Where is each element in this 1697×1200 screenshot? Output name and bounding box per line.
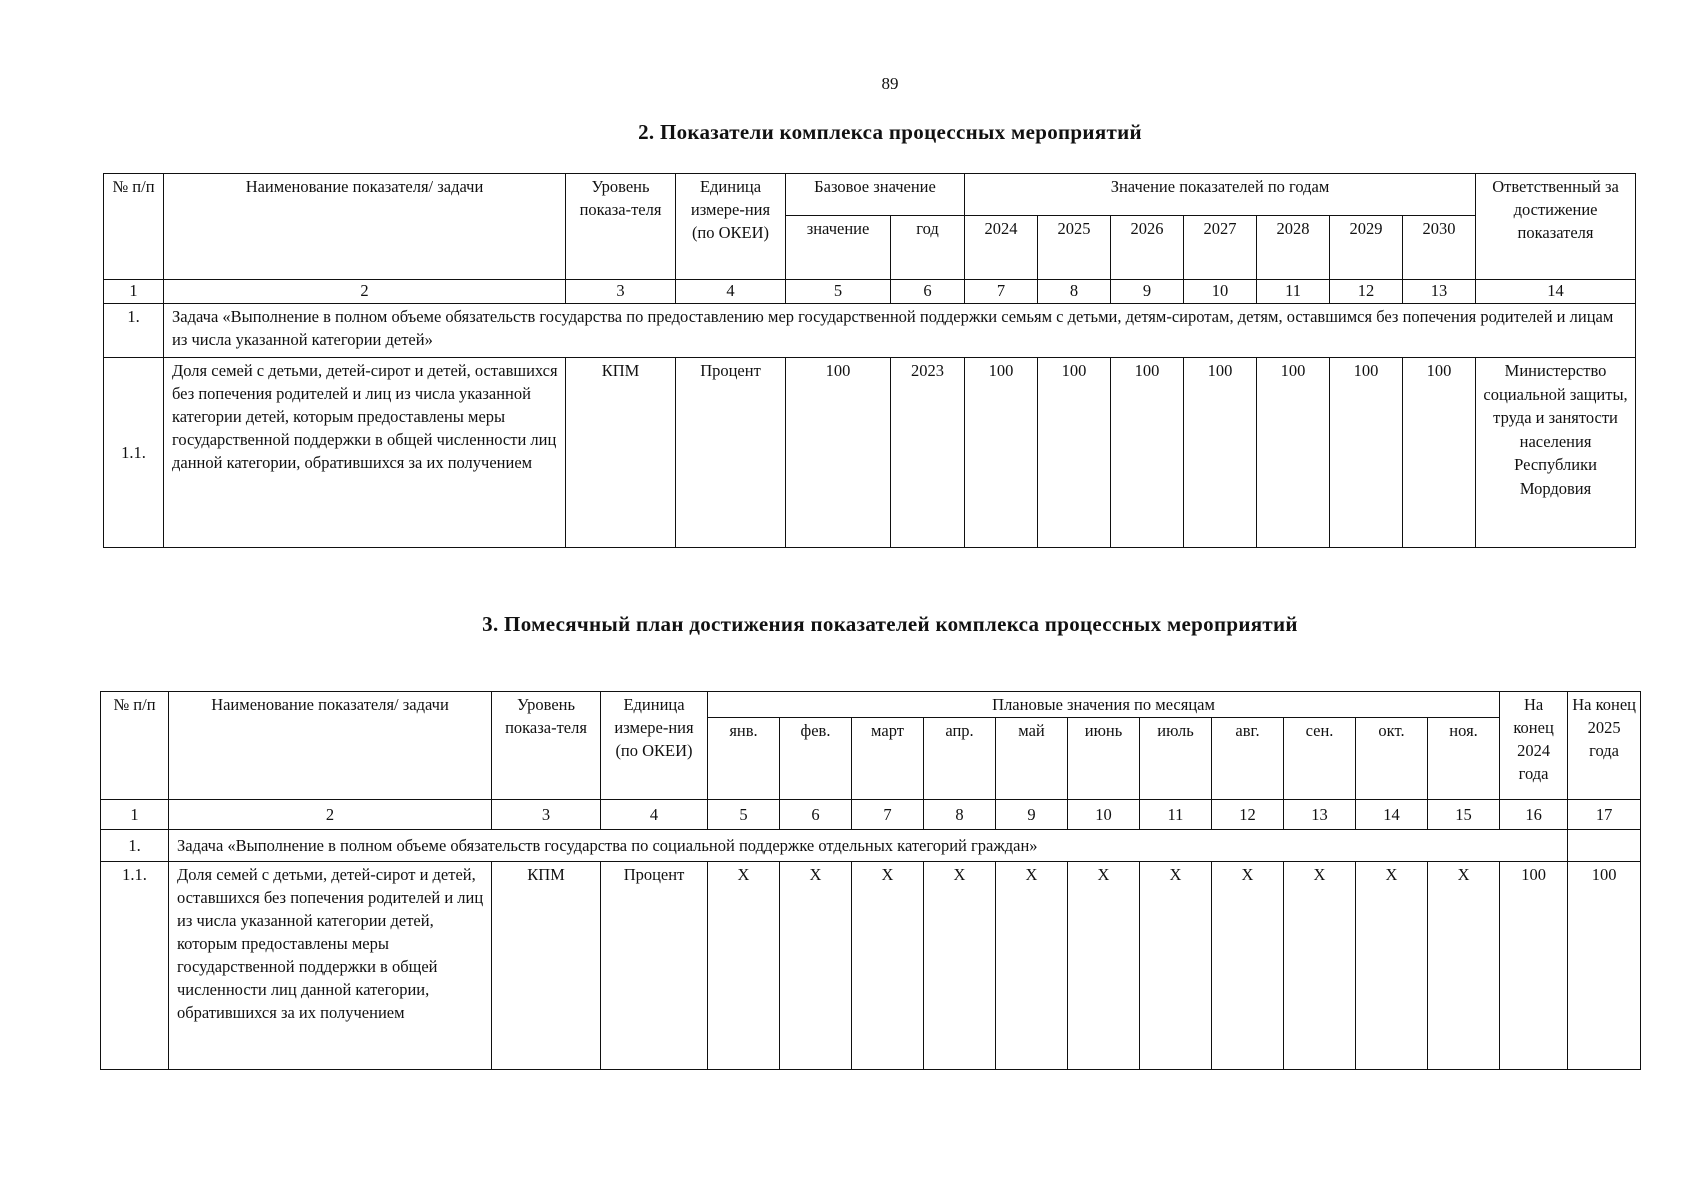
header-month: авг. [1212, 718, 1284, 800]
header-year: 2028 [1257, 216, 1330, 280]
column-number: 7 [965, 280, 1038, 304]
column-number: 2 [164, 280, 566, 304]
header-month: июнь [1068, 718, 1140, 800]
indicator-month-value: Х [996, 862, 1068, 1070]
header-month: сен. [1284, 718, 1356, 800]
indicator-base-year: 2023 [891, 358, 965, 548]
indicator-month-value: Х [1212, 862, 1284, 1070]
indicator-year-value: 100 [1038, 358, 1111, 548]
indicator-year-value: 100 [1403, 358, 1476, 548]
indicator-responsible: Министерство социальной защиты, труда и занятости населения Республики Мордовия [1476, 358, 1636, 548]
header-months-group: Плановые значения по месяцам [708, 692, 1500, 718]
column-number: 1 [101, 800, 169, 830]
indicator-month-value: Х [1356, 862, 1428, 1070]
indicator-level: КПМ [492, 862, 601, 1070]
task-text: Задача «Выполнение в полном объеме обязательств государства по социальной поддержке отдельных категорий граждан» [169, 830, 1568, 862]
indicator-number: 1.1. [101, 862, 169, 1070]
column-number: 6 [780, 800, 852, 830]
indicator-end-2025: 100 [1568, 862, 1641, 1070]
indicator-month-value: Х [708, 862, 780, 1070]
task-empty-cell [1568, 830, 1641, 862]
header-month: янв. [708, 718, 780, 800]
header-base-value: значение [786, 216, 891, 280]
indicator-month-value: Х [852, 862, 924, 1070]
header-year: 2024 [965, 216, 1038, 280]
column-number: 5 [708, 800, 780, 830]
header-num: № п/п [104, 174, 164, 280]
section-2-title: 2. Показатели комплекса процессных мероприятий [638, 120, 1142, 144]
header-responsible: Ответственный за достижение показателя [1476, 174, 1636, 280]
indicator-unit: Процент [676, 358, 786, 548]
header-name: Наименование показателя/ задачи [164, 174, 566, 280]
column-number: 14 [1356, 800, 1428, 830]
header-year: 2027 [1184, 216, 1257, 280]
header-num: № п/п [101, 692, 169, 800]
column-number: 15 [1428, 800, 1500, 830]
column-number: 3 [492, 800, 601, 830]
header-years-group: Значение показателей по годам [965, 174, 1476, 216]
page-number: 89 [881, 74, 899, 93]
header-month: фев. [780, 718, 852, 800]
column-number: 6 [891, 280, 965, 304]
header-month: ноя. [1428, 718, 1500, 800]
column-number: 12 [1212, 800, 1284, 830]
header-base: Базовое значение [786, 174, 965, 216]
header-month: июль [1140, 718, 1212, 800]
indicator-year-value: 100 [1184, 358, 1257, 548]
indicator-name: Доля семей с детьми, детей-сирот и детей, оставшихся без попечения родителей и лиц из числа указанной категории детей, которым предоставлены меры государственной поддержки в общей численности лиц данной категории, обратившихся за их получением [164, 358, 566, 548]
indicator-year-value: 100 [965, 358, 1038, 548]
header-year: 2029 [1330, 216, 1403, 280]
header-end-2025: На конец 2025 года [1568, 692, 1641, 800]
indicator-number: 1.1. [104, 358, 164, 548]
column-number: 1 [104, 280, 164, 304]
monthly-plan-table [100, 691, 1641, 1070]
column-number: 8 [924, 800, 996, 830]
column-number: 5 [786, 280, 891, 304]
indicator-year-value: 100 [1330, 358, 1403, 548]
header-level: Уровень показа-теля [566, 174, 676, 280]
indicator-month-value: Х [924, 862, 996, 1070]
header-year: 2025 [1038, 216, 1111, 280]
indicator-year-value: 100 [1111, 358, 1184, 548]
column-number: 4 [601, 800, 708, 830]
column-number: 11 [1257, 280, 1330, 304]
column-number: 12 [1330, 280, 1403, 304]
indicator-month-value: Х [1140, 862, 1212, 1070]
column-number: 11 [1140, 800, 1212, 830]
column-number: 9 [1111, 280, 1184, 304]
header-month: март [852, 718, 924, 800]
indicator-base-value: 100 [786, 358, 891, 548]
indicator-month-value: Х [1428, 862, 1500, 1070]
column-number: 8 [1038, 280, 1111, 304]
header-unit: Единица измере-ния (по ОКЕИ) [601, 692, 708, 800]
header-end-2024: На конец 2024 года [1500, 692, 1568, 800]
indicator-end-2024: 100 [1500, 862, 1568, 1070]
column-number: 2 [169, 800, 492, 830]
column-number: 16 [1500, 800, 1568, 830]
header-level: Уровень показа-теля [492, 692, 601, 800]
indicator-name: Доля семей с детьми, детей-сирот и детей, оставшихся без попечения родителей и лиц из числа указанной категории детей, которым предоставлены меры государственной поддержки в общей численности лиц данной категории, обратившихся за их получением [169, 862, 492, 1070]
header-name: Наименование показателя/ задачи [169, 692, 492, 800]
column-number: 10 [1068, 800, 1140, 830]
header-base-year: год [891, 216, 965, 280]
header-year: 2030 [1403, 216, 1476, 280]
indicator-year-value: 100 [1257, 358, 1330, 548]
column-number: 13 [1284, 800, 1356, 830]
column-number: 3 [566, 280, 676, 304]
header-month: май [996, 718, 1068, 800]
indicator-level: КПМ [566, 358, 676, 548]
column-number: 7 [852, 800, 924, 830]
indicator-unit: Процент [601, 862, 708, 1070]
column-number: 10 [1184, 280, 1257, 304]
column-number: 17 [1568, 800, 1641, 830]
indicator-month-value: Х [780, 862, 852, 1070]
indicators-table [103, 173, 1636, 548]
column-number: 4 [676, 280, 786, 304]
header-unit: Единица измере-ния (по ОКЕИ) [676, 174, 786, 280]
indicator-month-value: Х [1068, 862, 1140, 1070]
header-year: 2026 [1111, 216, 1184, 280]
task-number: 1. [104, 304, 164, 358]
column-number: 14 [1476, 280, 1636, 304]
header-month: апр. [924, 718, 996, 800]
column-number: 13 [1403, 280, 1476, 304]
column-number: 9 [996, 800, 1068, 830]
section-3-title: 3. Помесячный план достижения показателей комплекса процессных мероприятий [482, 612, 1298, 636]
task-number: 1. [101, 830, 169, 862]
header-month: окт. [1356, 718, 1428, 800]
task-text: Задача «Выполнение в полном объеме обязательств государства по предоставлению мер государственной поддержки семьям с детьми, детям-сиротам, детям, оставшимся без попечения родителей и лицам из числа указанной категории детей» [164, 304, 1636, 358]
indicator-month-value: Х [1284, 862, 1356, 1070]
